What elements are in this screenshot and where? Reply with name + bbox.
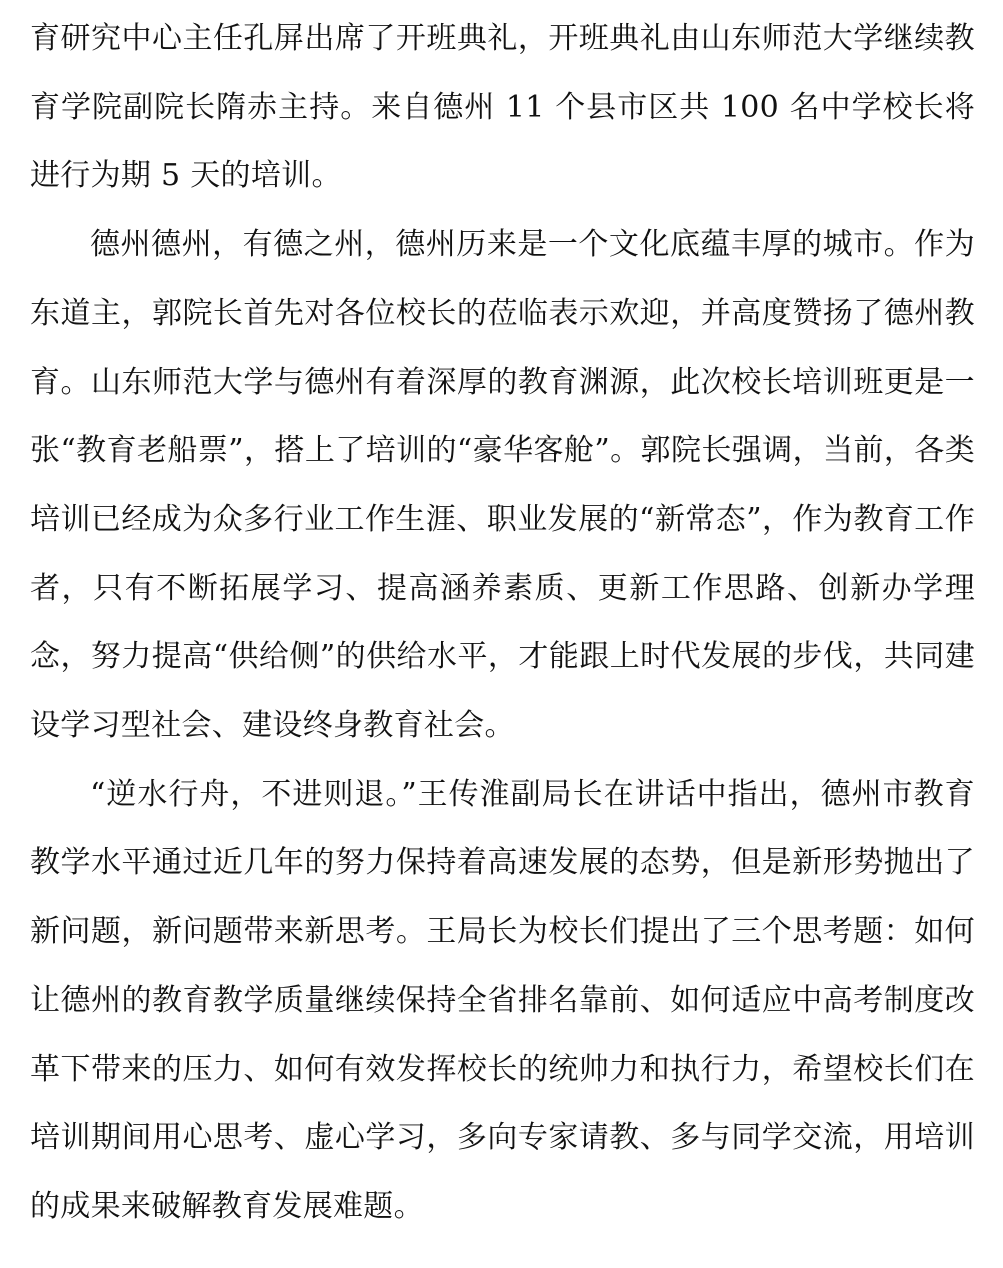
paragraph-opening: 育研究中心主任孔屏出席了开班典礼，开班典礼由山东师范大学继续教育学院副院长隋赤主持。来自德州 11 个县市区共 100 名中学校长将进行为期 5 天的培训。 bbox=[30, 21, 975, 194]
paragraph-deputy-director-speech: “逆水行舟，不进则退。”王传淮副局长在讲话中指出，德州市教育教学水平通过近几年的努力保持着高速发展的态势，但是新形势抛出了新问题，新问题带来新思考。王局长为校长们提出了三个思考题：如何让德州的教育教学质量继续保持全省排名靠前、如何适应中高考制度改革下带来的压力、如何有效发挥校长的统帅力和执行力，希望校长们在培训期间用心思考、虚心学习，多向专家请教、多与同学交流，用培训的成果来破解教育发展难题。 bbox=[30, 776, 975, 1224]
paragraph-dezhou-education: 德州德州，有德之州，德州历来是一个文化底蕴丰厚的城市。作为东道主，郭院长首先对各位校长的莅临表示欢迎，并高度赞扬了德州教育。山东师范大学与德州有着深厚的教育渊源，此次校长培训班更是一张“教育老船票”，搭上了培训的“豪华客舱”。郭院长强调，当前，各类培训已经成为众多行业工作生涯、职业发展的“新常态”，作为教育工作者，只有不断拓展学习、提高涵养素质、更新工作思路、创新办学理念，努力提高“供给侧”的供给水平，才能跟上时代发展的步伐，共同建设学习型社会、建设终身教育社会。 bbox=[30, 227, 975, 744]
document-page bbox=[30, 0, 975, 1268]
